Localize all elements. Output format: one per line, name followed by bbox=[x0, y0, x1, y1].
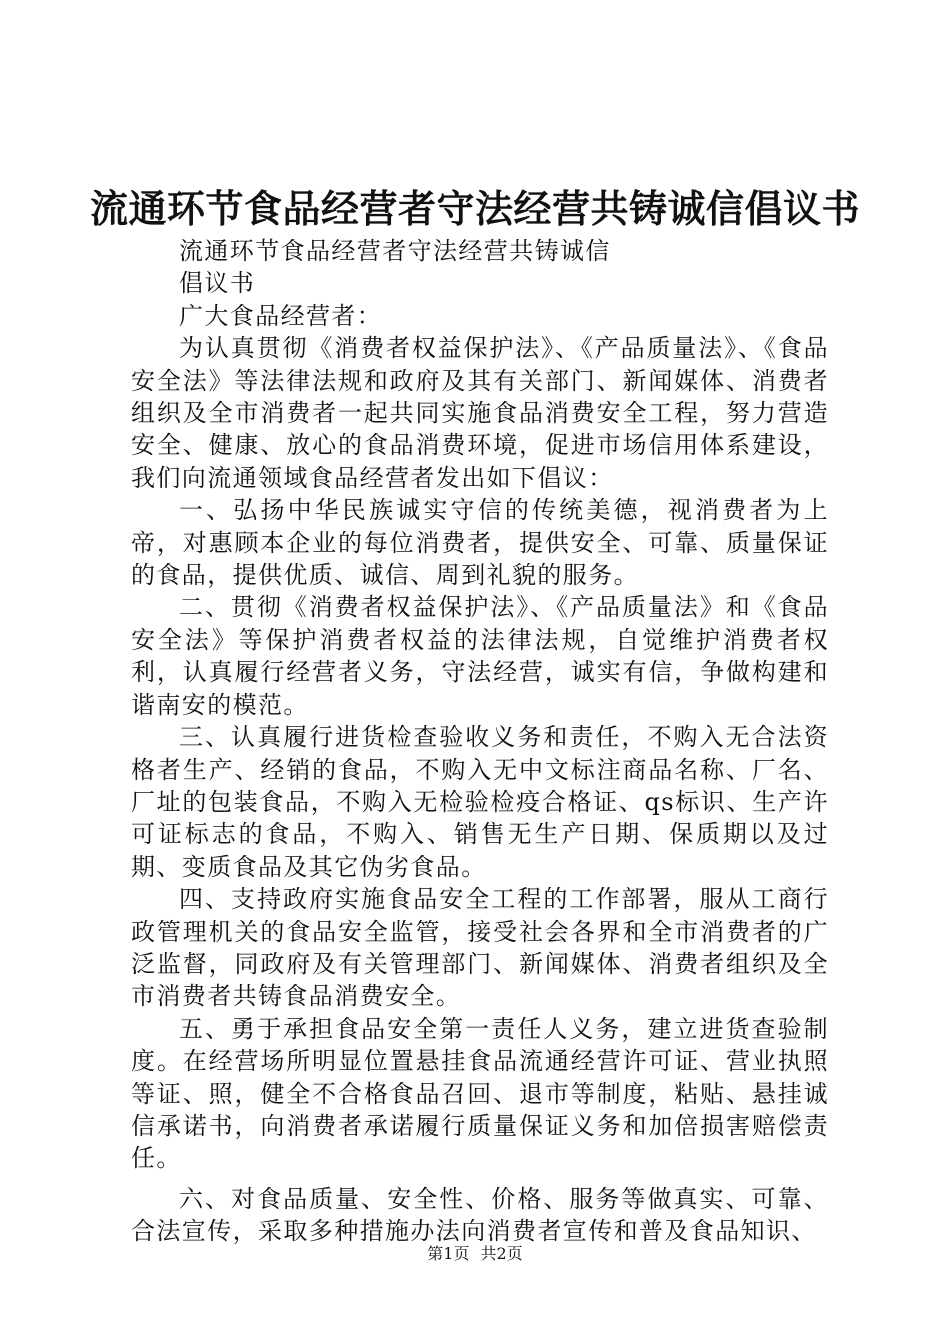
paragraph-item-4: 四、支持政府实施食品安全工程的工作部署，服从工商行政管理机关的食品安全监管，接受社会各界和全市消费者的广泛监督，同政府及有关管理部门、新闻媒体、消费者组织及全市消费者共铸食品消费安全。 bbox=[131, 885, 829, 1011]
paragraph-item-6: 六、对食品质量、安全性、价格、服务等做真实、可靠、合法宣传，采取多种措施办法向消费者宣传和普及食品知识、 bbox=[131, 1184, 829, 1246]
paragraph-subtitle-line-1: 流通环节食品经营者守法经营共铸诚信 bbox=[179, 237, 611, 265]
document-body bbox=[131, 235, 829, 1248]
page-number-current: 第1页 bbox=[427, 1244, 470, 1263]
paragraph-salutation: 广大食品经营者： bbox=[179, 301, 383, 330]
paragraph-subtitle-line-2: 倡议书 bbox=[179, 269, 256, 298]
paragraph-item-2: 二、贯彻《消费者权益保护法》、《产品质量法》和《食品安全法》等保护消费者权益的法律法规，自觉维护消费者权利，认真履行经营者义务，守法经营，诚实有信，争做构建和谐南安的模范。 bbox=[131, 593, 829, 719]
paragraph-item-3: 三、认真履行进货检查验收义务和责任，不购入无合法资格者生产、经销的食品，不购入无中文标注商品名称、厂名、厂址的包装食品，不购入无检验检疫合格证、qs标识、生产许可证标志的食品，不购入、销售无生产日期、保质期以及过期、变质食品及其它伪劣食品。 bbox=[131, 723, 829, 881]
paragraph-item-1: 一、弘扬中华民族诚实守信的传统美德，视消费者为上帝，对惠顾本企业的每位消费者，提供安全、可靠、质量保证的食品，提供优质、诚信、周到礼貌的服务。 bbox=[131, 496, 829, 590]
page-footer bbox=[0, 1243, 950, 1265]
paragraph-item-5: 五、勇于承担食品安全第一责任人义务，建立进货查验制度。在经营场所明显位置悬挂食品流通经营许可证、营业执照等证、照，健全不合格食品召回、退市等制度，粘贴、悬挂诚信承诺书，向消费者承诺履行质量保证义务和加倍损害赔偿责任。 bbox=[131, 1014, 829, 1173]
page-number-total: 共2页 bbox=[480, 1244, 523, 1263]
paragraph-intro: 为认真贯彻《消费者权益保护法》、《产品质量法》、《食品安全法》等法律法规和政府及其有关部门、新闻媒体、消费者组织及全市消费者一起共同实施食品消费安全工程，努力营造安全、健康、放心的食品消费环境，促进市场信用体系建设，我们向流通领域食品经营者发出如下倡议： bbox=[131, 334, 829, 492]
document-title: 流通环节食品经营者守法经营共铸诚信倡议书 bbox=[89, 186, 860, 231]
